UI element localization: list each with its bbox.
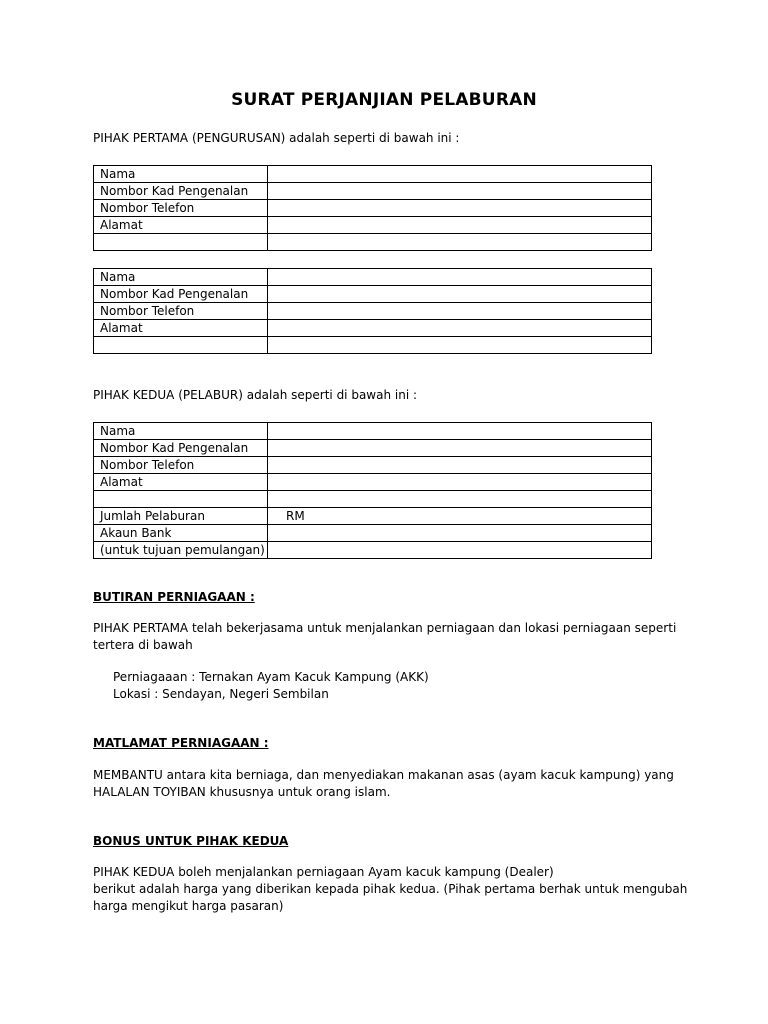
field-value-cell[interactable] bbox=[268, 491, 652, 508]
pihak-kedua-form bbox=[93, 422, 652, 559]
field-value-cell[interactable] bbox=[268, 269, 652, 286]
table-row bbox=[94, 491, 652, 508]
field-value-cell[interactable] bbox=[268, 303, 652, 320]
matlamat-text bbox=[93, 767, 673, 801]
table-row bbox=[94, 542, 652, 559]
table-row bbox=[94, 525, 652, 542]
field-label: Nombor Kad Pengenalan bbox=[94, 286, 268, 303]
paragraph-line: tertera di bawah bbox=[93, 638, 193, 652]
field-value-cell[interactable] bbox=[268, 337, 652, 354]
paragraph-line: berikut adalah harga yang diberikan kepada pihak kedua. (Pihak pertama berhak untuk mengubah bbox=[93, 882, 688, 896]
butiran-heading: BUTIRAN PERNIAGAAN : bbox=[93, 590, 255, 604]
table-row bbox=[94, 457, 652, 474]
pihak-pertama-form-1 bbox=[93, 165, 652, 251]
paragraph-line: MEMBANTU antara kita berniaga, dan menyediakan makanan asas (ayam kacuk kampung) yang bbox=[93, 768, 674, 782]
field-label bbox=[94, 234, 268, 251]
field-value-cell[interactable] bbox=[268, 286, 652, 303]
table-row bbox=[94, 337, 652, 354]
perniagaan-detail: Perniagaaan : Ternakan Ayam Kacuk Kampung (AKK) bbox=[113, 670, 429, 684]
table-row bbox=[94, 440, 652, 457]
field-value-cell[interactable] bbox=[268, 457, 652, 474]
field-label bbox=[94, 337, 268, 354]
field-value-cell[interactable] bbox=[268, 525, 652, 542]
bonus-heading: BONUS UNTUK PIHAK KEDUA bbox=[93, 834, 289, 848]
field-label: Nama bbox=[94, 166, 268, 183]
pihak-pertama-intro: PIHAK PERTAMA (PENGURUSAN) adalah seperti di bawah ini : bbox=[93, 131, 460, 145]
field-label: Alamat bbox=[94, 217, 268, 234]
field-value-cell[interactable] bbox=[268, 166, 652, 183]
lokasi-detail: Lokasi : Sendayan, Negeri Sembilan bbox=[113, 687, 329, 701]
field-value-cell[interactable] bbox=[268, 183, 652, 200]
table-row bbox=[94, 474, 652, 491]
field-label: Alamat bbox=[94, 474, 268, 491]
field-label: Nombor Telefon bbox=[94, 457, 268, 474]
field-label: Nombor Kad Pengenalan bbox=[94, 183, 268, 200]
field-value-cell[interactable] bbox=[268, 217, 652, 234]
paragraph-line: PIHAK KEDUA boleh menjalankan perniagaan Ayam kacuk kampung (Dealer) bbox=[93, 865, 554, 879]
field-label: Nombor Telefon bbox=[94, 303, 268, 320]
table-row bbox=[94, 183, 652, 200]
table-row bbox=[94, 423, 652, 440]
table-row bbox=[94, 234, 652, 251]
jumlah-pelaburan-value[interactable]: RM bbox=[268, 508, 652, 525]
field-value-cell[interactable] bbox=[268, 440, 652, 457]
field-value-cell[interactable] bbox=[268, 423, 652, 440]
field-value-cell[interactable] bbox=[268, 200, 652, 217]
field-label: Nombor Telefon bbox=[94, 200, 268, 217]
table-row bbox=[94, 166, 652, 183]
field-label: (untuk tujuan pemulangan) bbox=[94, 542, 268, 559]
butiran-text bbox=[93, 620, 677, 654]
table-row bbox=[94, 269, 652, 286]
field-label bbox=[94, 491, 268, 508]
field-label: Alamat bbox=[94, 320, 268, 337]
pihak-kedua-intro: PIHAK KEDUA (PELABUR) adalah seperti di bawah ini : bbox=[93, 388, 418, 402]
field-label: Akaun Bank bbox=[94, 525, 268, 542]
field-value-cell[interactable] bbox=[268, 474, 652, 491]
matlamat-heading: MATLAMAT PERNIAGAAN : bbox=[93, 736, 269, 750]
table-row bbox=[94, 320, 652, 337]
table-row bbox=[94, 217, 652, 234]
paragraph-line: HALALAN TOYIBAN khususnya untuk orang islam. bbox=[93, 785, 391, 799]
bonus-text bbox=[93, 864, 688, 915]
field-label: Nombor Kad Pengenalan bbox=[94, 440, 268, 457]
paragraph-line: PIHAK PERTAMA telah bekerjasama untuk menjalankan perniagaan dan lokasi perniagaan seperti bbox=[93, 621, 677, 635]
field-value-cell[interactable] bbox=[268, 320, 652, 337]
paragraph-line: harga mengikut harga pasaran) bbox=[93, 899, 284, 913]
table-row bbox=[94, 508, 652, 525]
pihak-pertama-form-2 bbox=[93, 268, 652, 354]
document-title: SURAT PERJANJIAN PELABURAN bbox=[231, 90, 537, 110]
table-row bbox=[94, 200, 652, 217]
field-value-cell[interactable] bbox=[268, 542, 652, 559]
field-label: Nama bbox=[94, 423, 268, 440]
table-row bbox=[94, 303, 652, 320]
field-label: Jumlah Pelaburan bbox=[94, 508, 268, 525]
table-row bbox=[94, 286, 652, 303]
field-label: Nama bbox=[94, 269, 268, 286]
field-value-cell[interactable] bbox=[268, 234, 652, 251]
